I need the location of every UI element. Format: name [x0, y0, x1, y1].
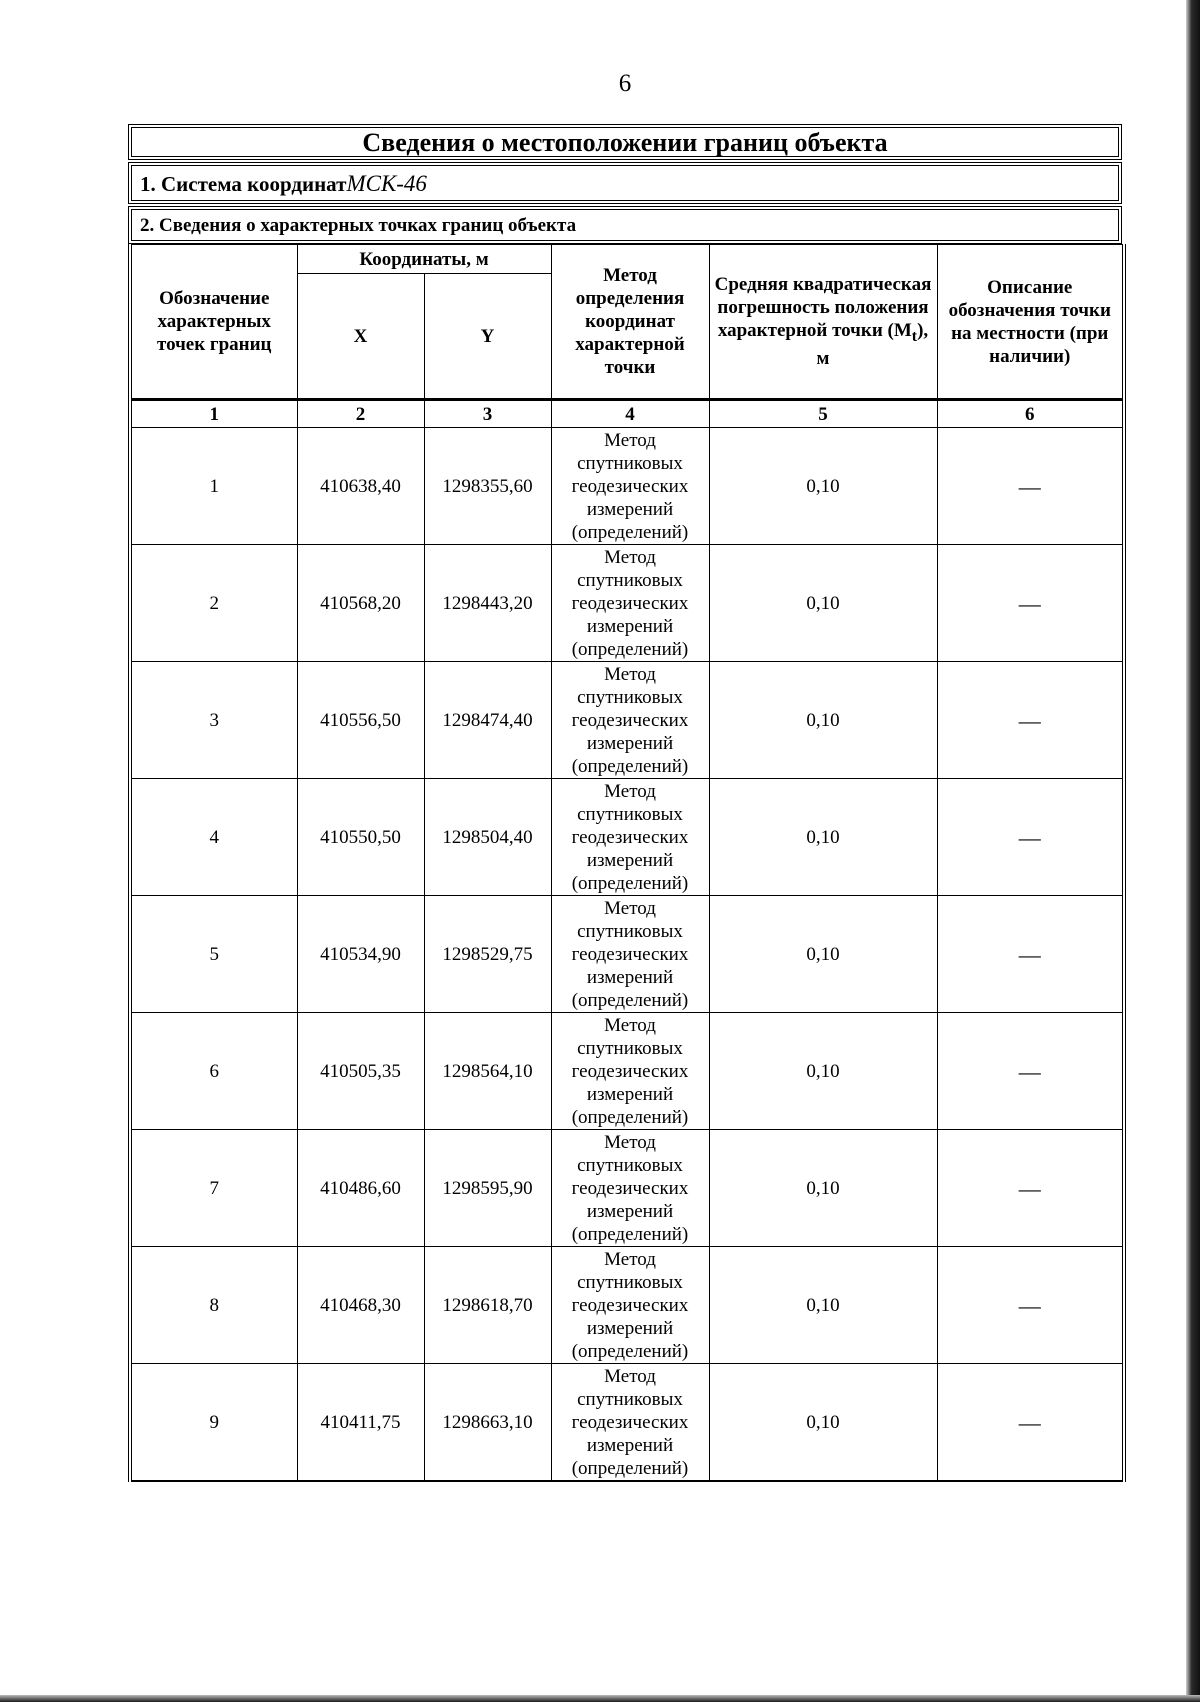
cell-x: 410411,75	[297, 1364, 424, 1482]
cell-error: 0,10	[709, 1364, 937, 1482]
page-number: 6	[618, 70, 632, 97]
document-body	[128, 124, 1122, 1482]
cell-point: 1	[130, 428, 297, 545]
cell-description: —	[937, 662, 1124, 779]
document-title: Сведения о местоположении границ объекта	[128, 124, 1122, 160]
cell-description: —	[937, 428, 1124, 545]
table-row	[130, 662, 1124, 779]
header-error-subscript: t	[911, 327, 918, 345]
cell-point: 4	[130, 779, 297, 896]
cell-error: 0,10	[709, 545, 937, 662]
header-y: Y	[424, 274, 551, 400]
cell-x: 410556,50	[297, 662, 424, 779]
column-number: 6	[937, 400, 1124, 428]
table-row	[130, 428, 1124, 545]
header-error	[709, 245, 937, 400]
header-point-designation: Обозначение характерных точек границ	[130, 245, 297, 400]
points-section-label: 2. Сведения о характерных точках границ объекта	[128, 206, 1122, 244]
cell-error: 0,10	[709, 428, 937, 545]
cell-point: 8	[130, 1247, 297, 1364]
cell-point: 6	[130, 1013, 297, 1130]
cell-y: 1298564,10	[424, 1013, 551, 1130]
cell-point: 7	[130, 1130, 297, 1247]
cell-description: —	[937, 1013, 1124, 1130]
column-number: 4	[551, 400, 709, 428]
cell-method: Метод спутниковых геодезических измерений (определений)	[551, 428, 709, 545]
column-number: 3	[424, 400, 551, 428]
cell-point: 5	[130, 896, 297, 1013]
cell-error: 0,10	[709, 1247, 937, 1364]
header-error-text: Средняя квадратическая погрешность положения характерной точки (M	[714, 273, 932, 341]
cell-error: 0,10	[709, 1013, 937, 1130]
table-row	[130, 1130, 1124, 1247]
cell-y: 1298504,40	[424, 779, 551, 896]
header-description: Описание обозначения точки на местности (при наличии)	[937, 245, 1124, 400]
cell-method: Метод спутниковых геодезических измерений (определений)	[551, 1130, 709, 1247]
cell-y: 1298663,10	[424, 1364, 551, 1482]
table-row	[130, 779, 1124, 896]
cell-point: 3	[130, 662, 297, 779]
cell-y: 1298443,20	[424, 545, 551, 662]
cell-description: —	[937, 896, 1124, 1013]
scan-edge-bottom	[0, 1695, 1200, 1702]
cell-method: Метод спутниковых геодезических измерений (определений)	[551, 779, 709, 896]
scan-edge-right	[1186, 0, 1200, 1702]
table-row	[130, 896, 1124, 1013]
cell-x: 410568,20	[297, 545, 424, 662]
header-method: Метод определения координат характерной точки	[551, 245, 709, 400]
cell-x: 410468,30	[297, 1247, 424, 1364]
table-row	[130, 1013, 1124, 1130]
table-row	[130, 1247, 1124, 1364]
cell-description: —	[937, 1364, 1124, 1482]
coordinate-system-label: 1. Система координат	[140, 172, 347, 196]
cell-y: 1298529,75	[424, 896, 551, 1013]
cell-error: 0,10	[709, 662, 937, 779]
cell-x: 410550,50	[297, 779, 424, 896]
cell-y: 1298595,90	[424, 1130, 551, 1247]
cell-error: 0,10	[709, 896, 937, 1013]
cell-point: 9	[130, 1364, 297, 1482]
cell-y: 1298618,70	[424, 1247, 551, 1364]
cell-method: Метод спутниковых геодезических измерений (определений)	[551, 1247, 709, 1364]
cell-y: 1298474,40	[424, 662, 551, 779]
coordinate-system-line	[128, 162, 1122, 204]
cell-error: 0,10	[709, 1130, 937, 1247]
cell-point: 2	[130, 545, 297, 662]
coordinate-system-name: МСК-46	[346, 171, 427, 196]
cell-method: Метод спутниковых геодезических измерений (определений)	[551, 1013, 709, 1130]
table-row	[130, 545, 1124, 662]
header-coordinates: Координаты, м	[297, 245, 551, 274]
header-x: X	[297, 274, 424, 400]
cell-x: 410486,60	[297, 1130, 424, 1247]
cell-method: Метод спутниковых геодезических измерений (определений)	[551, 545, 709, 662]
cell-method: Метод спутниковых геодезических измерений (определений)	[551, 896, 709, 1013]
boundary-points-table	[128, 244, 1126, 1482]
cell-error: 0,10	[709, 779, 937, 896]
cell-x: 410505,35	[297, 1013, 424, 1130]
column-number: 1	[130, 400, 297, 428]
cell-y: 1298355,60	[424, 428, 551, 545]
column-number: 5	[709, 400, 937, 428]
column-number: 2	[297, 400, 424, 428]
cell-x: 410638,40	[297, 428, 424, 545]
table-row	[130, 1364, 1124, 1482]
cell-x: 410534,90	[297, 896, 424, 1013]
cell-description: —	[937, 545, 1124, 662]
cell-method: Метод спутниковых геодезических измерений (определений)	[551, 1364, 709, 1482]
cell-description: —	[937, 1130, 1124, 1247]
cell-method: Метод спутниковых геодезических измерений (определений)	[551, 662, 709, 779]
cell-description: —	[937, 1247, 1124, 1364]
cell-description: —	[937, 779, 1124, 896]
header-error-suffix: ), м	[816, 319, 929, 370]
